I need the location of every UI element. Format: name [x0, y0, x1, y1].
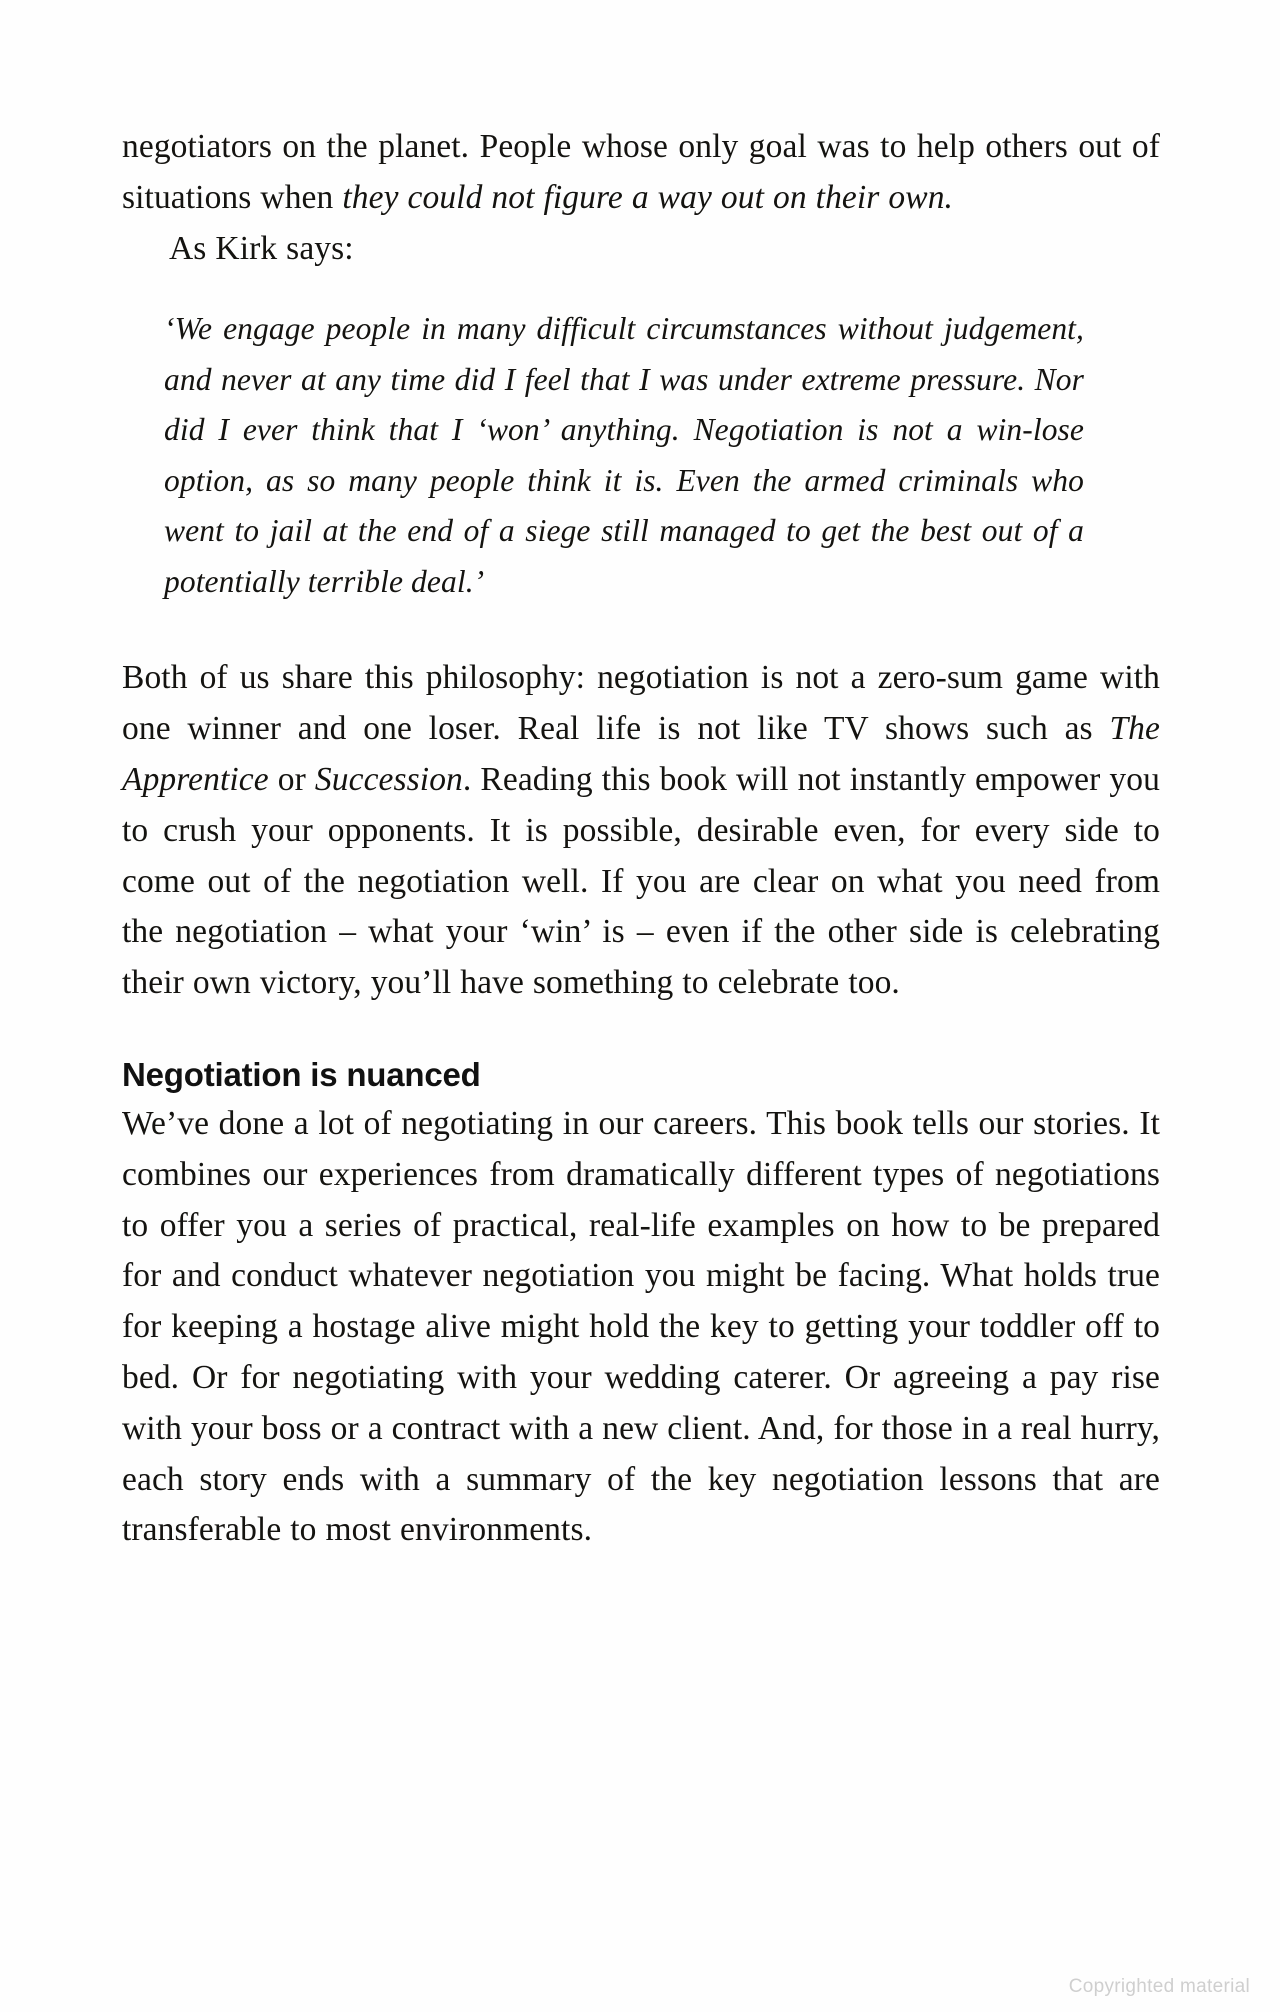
heading-spacer — [122, 1009, 1160, 1055]
philosophy-run-c: . Reading this book will not instantly empower you to crush your opponents. It is possible, desirable even, for every side to come out of the negotiation well. If you are clear on what you need from the negotiation – what your ‘win’ is – even if the other side is celebrating their own victory, you’ll have something to celebrate too. — [122, 760, 1160, 1002]
paragraph-attribution: As Kirk says: — [169, 229, 354, 267]
paragraph-italic-run: they could not figure a way out on their own. — [342, 178, 954, 216]
tv-show-title-the-apprentice: The Apprentice — [122, 710, 1160, 798]
quote-spacer-bottom — [122, 607, 1160, 653]
copyrighted-material-watermark: Copyrighted material — [1068, 1976, 1250, 1997]
paragraph-philosophy — [122, 653, 1160, 1009]
text-column — [122, 122, 1160, 1556]
paragraph-section-body: We’ve done a lot of negotiating in our careers. This book tells our stories. It combines our experiences from dramatically different types of negotiations to offer you a series of practical, real-life examples on how to be prepared for and conduct whatever negotiation you might be facing. What holds true for keeping a hostage alive might hold the key to getting your toddler off to bed. Or for negotiating with your wedding caterer. Or agreeing a pay rise with your boss or a contract with a new client. And, for those in a real hurry, each story ends with a summary of the key negotiation lessons that are transferable to most environments. — [122, 1104, 1160, 1549]
quote-spacer-top — [122, 274, 1160, 304]
section-heading-negotiation-is-nuanced: Negotiation is nuanced — [122, 1055, 481, 1093]
tv-show-title-succession: Succession — [314, 760, 463, 798]
blockquote-kirk: ‘We engage people in many difficult circumstances without judgement, and never at any time did I feel that I was under extreme pressure. Nor did I ever think that I ‘won’ anything. Negotiation is not a win-lose option, as so many people think it is. Even the armed criminals who went to jail at the end of a siege still managed to get the best out of a potentially terrible deal.’ — [164, 311, 1084, 599]
philosophy-run-b: or — [268, 760, 315, 798]
paragraph-roman-run: negotiators on the planet. People whose only goal was to help others out of situations when — [122, 128, 1160, 216]
philosophy-run-a: Both of us share this philosophy: negotiation is not a zero-sum game with one winner and one loser. Real life is not like TV shows such as — [122, 659, 1160, 748]
paragraph-continued — [122, 122, 1160, 224]
